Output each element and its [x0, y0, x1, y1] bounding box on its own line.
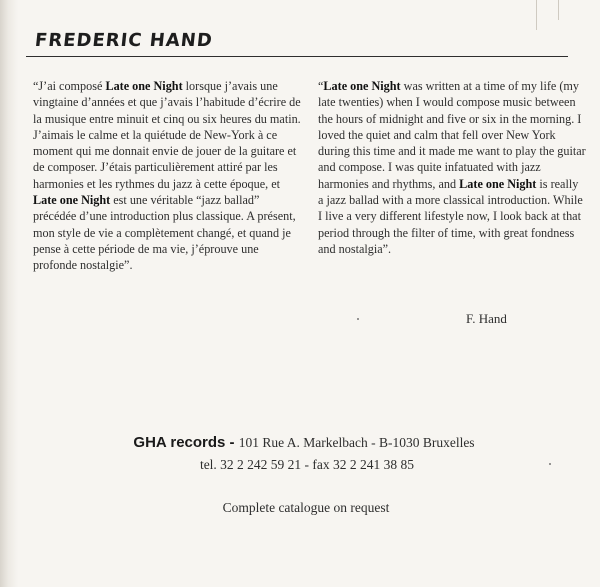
paper-crease — [536, 0, 537, 30]
title-rule — [26, 56, 568, 57]
french-text — [33, 78, 305, 274]
print-speck — [357, 318, 359, 320]
album-title-bold: Late one Night — [33, 193, 111, 208]
french-text-part: “J’ai composé — [33, 79, 106, 93]
album-title-bold: Late one Night — [323, 79, 401, 93]
english-text — [318, 78, 586, 257]
french-text-part: lorsque j’avais une vingtaine d’années et que j’avais l’habitude d’écrire de la musique entre minuit et cinq ou six heures du matin. J’aimais le calme et la quiétude de New-York à ce moment qui me donnait envie de jouer de la guitare et de composer. J’étais particulièrement attiré par les harmonies et les rythmes du jazz à cette époque, et — [33, 79, 301, 191]
page-edge-shadow — [0, 0, 18, 587]
catalogue-note: Complete catalogue on request — [222, 500, 390, 515]
french-text-part: est une véritable “jazz ballad” précédée d’une introduction plus classique. A présent, mon style de vie a complètement changé, et quand je pense à cette période de ma vie, j’éprouve une profonde nostalgie”. — [33, 193, 296, 273]
paper-crease — [558, 0, 559, 20]
phone-fax: tel. 32 2 242 59 21 - fax 32 2 241 38 85 — [199, 457, 415, 472]
signature: F. Hand — [466, 311, 507, 326]
record-label-name: GHA records - — [133, 434, 239, 451]
english-text-part: was written at a time of my life (my late twenties) when I would compose music between the hours of midnight and five or six in the morning. I loved the quiet and calm that fell over New York during this time and it made me want to play the guitar and compose. I was quite infatuated with jazz harmonies and rhythms, and — [318, 79, 586, 191]
album-title-bold: Late one Night — [459, 176, 537, 191]
label-address — [0, 434, 600, 451]
english-text-part: “ — [318, 79, 324, 93]
page-title: FREDERIC HAND — [33, 30, 214, 51]
address: 101 Rue A. Markelbach - B-1030 Bruxelles — [238, 435, 475, 450]
album-title-bold: Late one Night — [105, 79, 183, 93]
english-text-part: is really a jazz ballad with a more classical introduction. While I live a very different lifestyle now, I look back at that period through the filter of time, with great fondness and nostalgia”. — [318, 176, 583, 256]
